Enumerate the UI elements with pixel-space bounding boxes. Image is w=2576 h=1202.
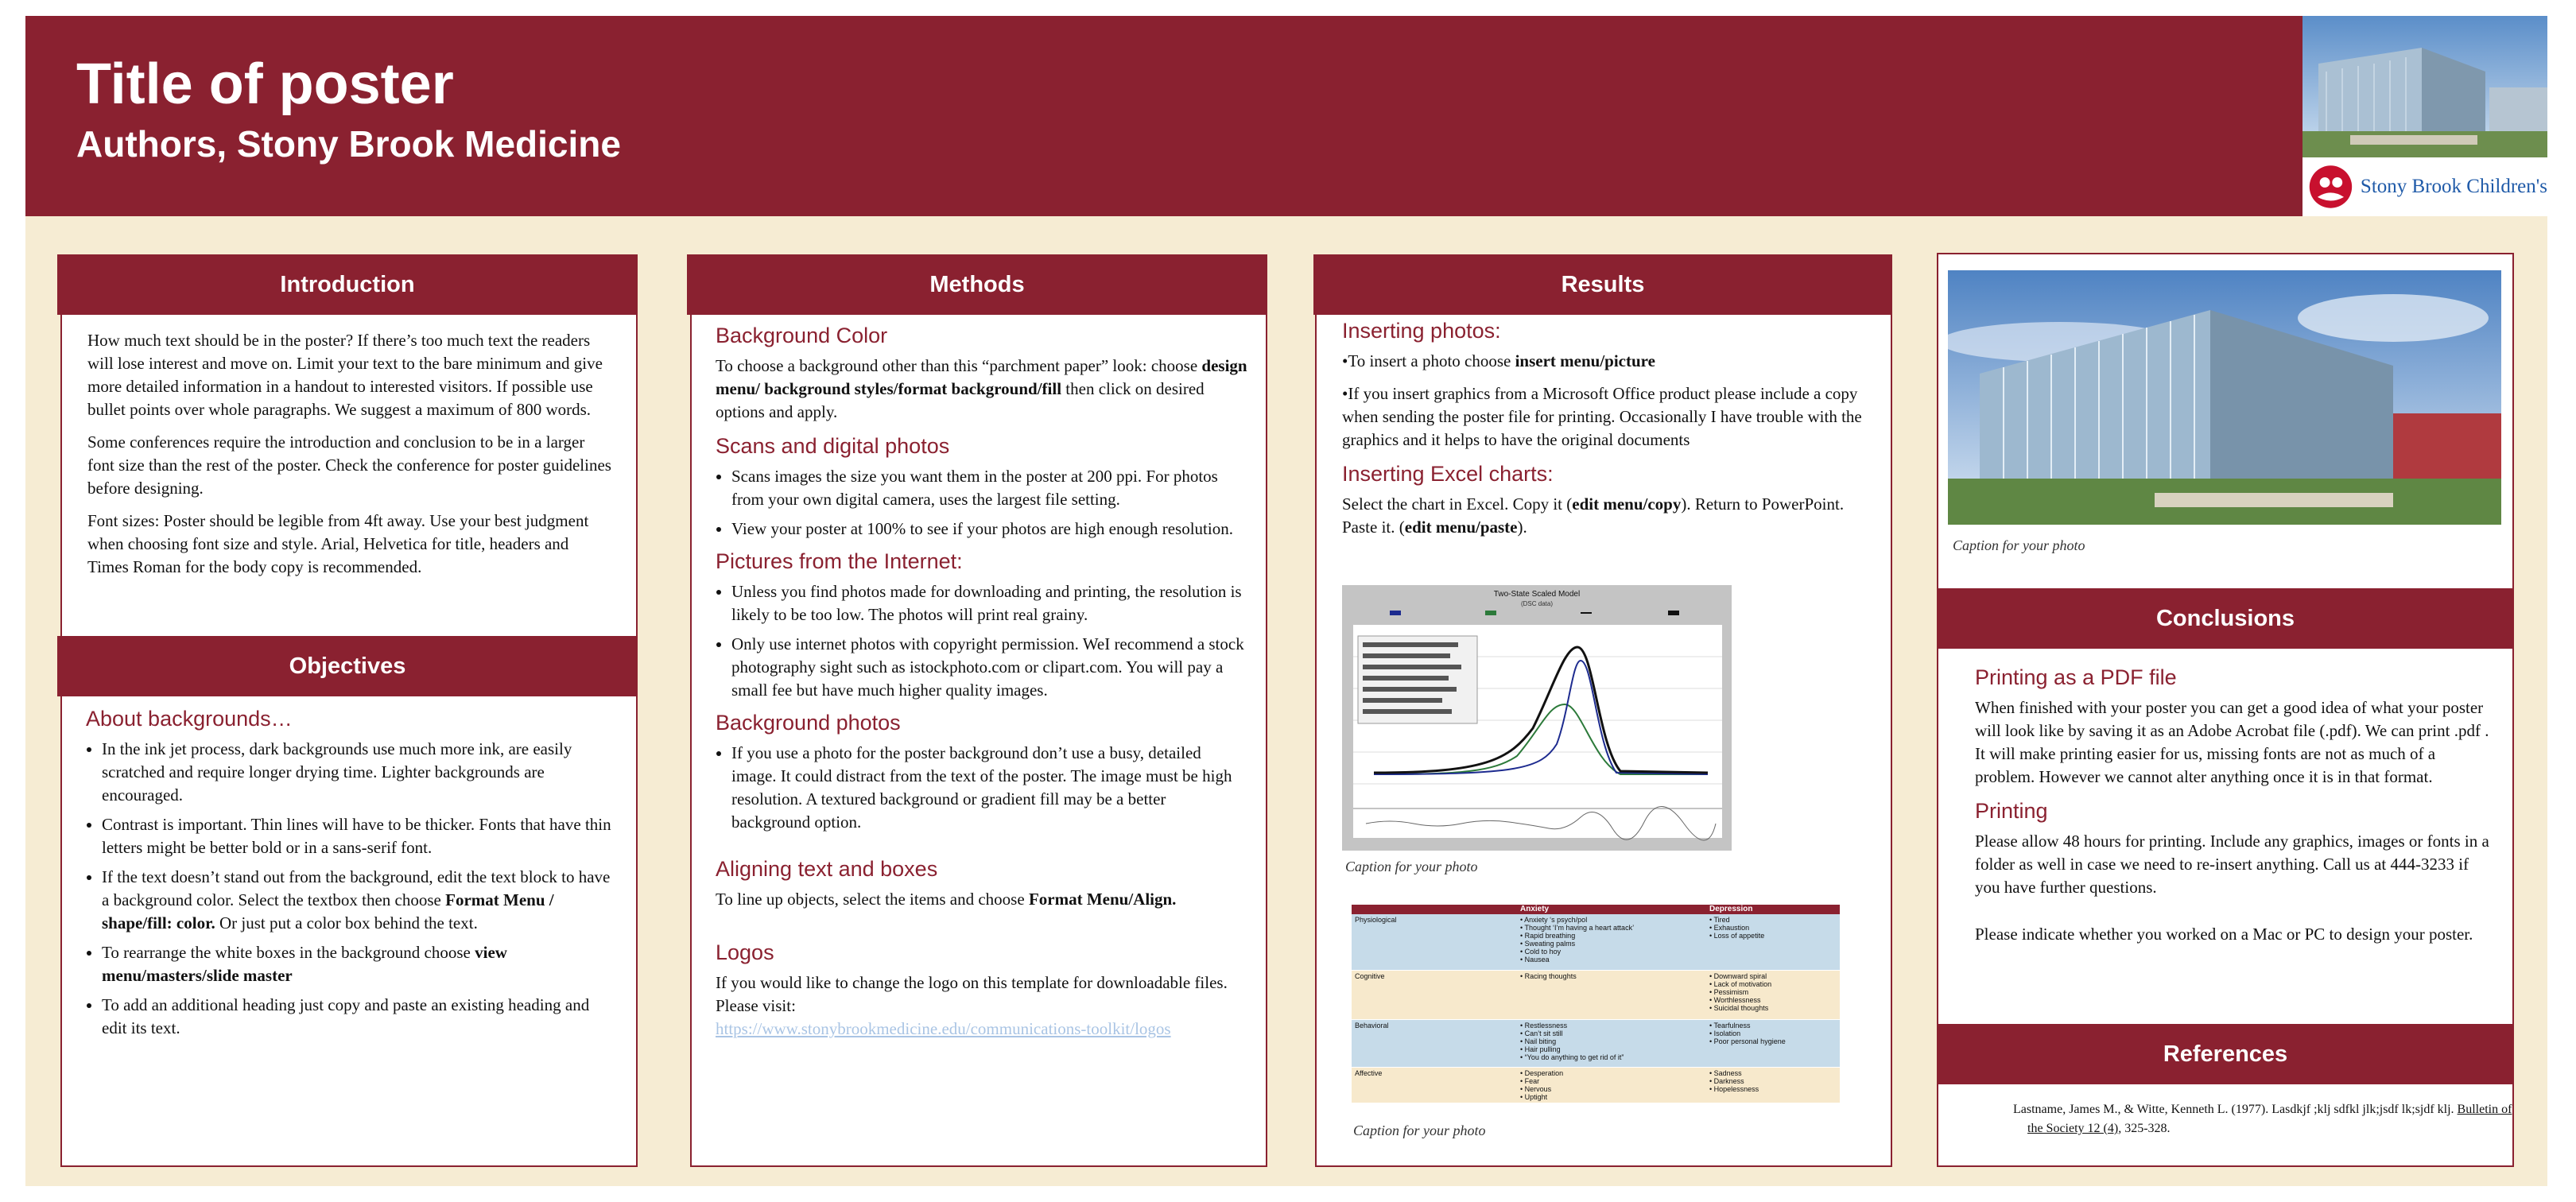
brand-mark-icon	[2307, 161, 2354, 212]
table-cell: Cognitive	[1352, 970, 1517, 1019]
text-run: To choose a background other than this “parchment paper” look: choose	[716, 356, 1202, 375]
list-item: • Scans images the size you want them in the poster at 200 ppi. For photos from your own digital camera, uses the largest file setting.	[731, 465, 1248, 511]
table-header-cell	[1352, 905, 1517, 914]
brand-text: Stony Brook Children's	[2360, 176, 2547, 197]
results-body	[1342, 318, 1875, 549]
objectives-subheading: About backgrounds…	[86, 707, 293, 731]
scans-subheading: Scans and digital photos	[716, 434, 950, 458]
objectives-list	[86, 738, 614, 1040]
pdf-text: When finished with your poster you can get a good idea of what your poster will look like by saving it as an Adobe Acrobat file (.pdf). We can print .pdf . It will make printing easier for us, missing fonts are not as much of a problem. However we cannot alter anything once it is in that format.	[1975, 698, 2489, 786]
table-cell: Behavioral	[1352, 1019, 1517, 1067]
intro-paragraph: How much text should be in the poster? If there’s too much text the readers will lose interest and move on. Limit your text to the bare minimum and give more detailed information in a handout to interested visitors. If possible use bullet points over whole paragraphs. We suggest a maximum of 800 words.	[87, 331, 603, 419]
building-photo	[1948, 270, 2501, 525]
hospital-photo	[2302, 16, 2547, 157]
table-header-cell: Depression	[1706, 905, 1840, 914]
results-bullet	[1342, 350, 1875, 373]
text-run: then click on desired options and apply.	[716, 379, 1205, 421]
table-cell: Physiological	[1352, 914, 1517, 970]
text-run: If you would like to change the logo on this template for downloadable files. Please visit:	[716, 973, 1228, 1015]
table-cell: • Desperation • Fear • Nervous • Uptight	[1517, 1067, 1706, 1103]
table-cell: • Anxiety ‘s psych/pol • Thought ‘I’m having a heart attack’ • Rapid breathing • Sweating palms • Cold to hoy • Nausea	[1517, 914, 1706, 970]
list-item: • View your poster at 100% to see if your photos are high enough resolution.	[731, 518, 1248, 541]
list-item: • In the ink jet process, dark backgrounds use much more ink, are easily scratched and require longer drying time. Lighter backgrounds are encouraged.	[102, 738, 614, 807]
logo-area	[2302, 16, 2547, 216]
printing-subheading: Printing	[1975, 799, 2048, 823]
logos-link[interactable]: https://www.stonybrookmedicine.edu/communications-toolkit/logos	[716, 1019, 1171, 1038]
photo-caption: Caption for your photo	[1953, 537, 2085, 553]
table-cell: • Tearfulness • Isolation • Poor personal hygiene	[1706, 1019, 1840, 1067]
list-item-text: If the text doesn’t stand out from the background, edit the text block to have a background color. Select the textbox then choose	[102, 867, 611, 909]
text-run: ).	[1517, 518, 1527, 537]
pdf-subheading: Printing as a PDF file	[1975, 665, 2177, 689]
reference-text: , 325-328.	[2118, 1122, 2171, 1135]
introduction-heading: Introduction	[57, 254, 638, 315]
printing-text: Please allow 48 hours for printing. Include any graphics, images or fonts in a folder as well in case we need to re-insert anything. Call us at 444-3233 if you have further questions.	[1975, 832, 2489, 897]
table-header-cell: Anxiety	[1517, 905, 1706, 914]
chart-title: Two-State Scaled Model	[1493, 590, 1581, 599]
intro-paragraph: Some conferences require the introduction and conclusion to be in a larger font size than the rest of the poster. Check the conference for poster guidelines before designing.	[87, 432, 611, 498]
conclusions-heading: Conclusions	[1937, 588, 2514, 649]
internet-subheading: Pictures from the Internet:	[716, 549, 963, 573]
text-run: Select the chart in Excel. Copy it (	[1342, 494, 1573, 514]
list-item-bold: view menu/masters/slide master	[102, 943, 507, 985]
bg-color-text	[716, 355, 1248, 424]
table-header-row	[1352, 905, 1840, 914]
table-cell: • Downward spiral • Lack of motivation • Pessimism • Worthlessness • Suicidal thoughts	[1706, 970, 1840, 1019]
results-table	[1352, 905, 1840, 1103]
list-item-bold: Format Menu / shape/fill: color.	[102, 890, 554, 933]
logos-text	[716, 971, 1248, 1041]
references-body	[2013, 1100, 2512, 1138]
table-cell: Affective	[1352, 1067, 1517, 1103]
list-item	[102, 941, 614, 987]
brand-logo	[2302, 157, 2547, 216]
results-heading: Results	[1313, 254, 1892, 315]
results-bullet: •If you insert graphics from a Microsoft Office product please include a copy when sending the poster file for printing. Occasionally I have trouble with the graphics and it helps to have the original documents	[1342, 384, 1862, 449]
table-cell: • Sadness • Darkness • Hopelessness	[1706, 1067, 1840, 1103]
list-item: • Unless you find photos made for downloading and printing, the resolution is likely to be too low. The photos will print real grainy.	[731, 580, 1248, 626]
bold-run: edit menu/copy	[1572, 494, 1682, 514]
bold-run: design menu/ background styles/format background/fill	[716, 356, 1247, 398]
table-row	[1352, 914, 1840, 970]
list-item: • If you use a photo for the poster background don’t use a busy, detailed image. It could distract from the text of the poster. The image must be high resolution. A textured background or gradient fill may be a better background option.	[731, 742, 1248, 834]
table-row	[1352, 1019, 1840, 1067]
table-cell: • Restlessness • Can’t sit still • Nail biting • Hair pulling • “You do anything to get rid of it”	[1517, 1019, 1706, 1067]
text-run: ). Return to PowerPoint. Paste it. (	[1342, 494, 1845, 537]
inserting-excel-subheading: Inserting Excel charts:	[1342, 462, 1554, 486]
poster-header	[25, 16, 2302, 216]
align-subheading: Aligning text and boxes	[716, 857, 938, 881]
excel-chart-image	[1342, 585, 1732, 851]
internet-list	[716, 580, 1248, 702]
align-text	[716, 888, 1248, 911]
intro-paragraph: Font sizes: Poster should be legible from 4ft away. Use your best judgment when choosing font size and style. Arial, Helvetica for title, headers and Times Roman for the body copy is recommended.	[87, 511, 589, 576]
table-row	[1352, 970, 1840, 1019]
bold-run: insert menu/picture	[1515, 351, 1655, 370]
list-item: • To add an additional heading just copy and paste an existing heading and edit its text.	[102, 994, 614, 1040]
chart-subtitle: (DSC data)	[1520, 600, 1554, 607]
references-heading: References	[1937, 1024, 2514, 1084]
list-item	[102, 866, 614, 935]
text-run: To line up objects, select the items and choose	[716, 890, 1029, 909]
scans-list	[716, 465, 1248, 541]
results-table-grid	[1352, 905, 1840, 1103]
poster	[25, 16, 2547, 1186]
table-cell: • Racing thoughts	[1517, 970, 1706, 1019]
excel-text	[1342, 493, 1875, 539]
list-item-text: To rearrange the white boxes in the background choose	[102, 943, 475, 962]
list-item: • Only use internet photos with copyright permission. WeI recommend a stock photography sight such as istockphoto.com or clipart.com. You will pay a small fee but have much higher quality images.	[731, 633, 1248, 702]
introduction-body	[87, 329, 612, 588]
inserting-photos-subheading: Inserting photos:	[1342, 319, 1501, 343]
objectives-heading: Objectives	[57, 636, 638, 696]
text-run: •To insert a photo choose	[1342, 351, 1515, 370]
reference-text: Lastname, James M., & Witte, Kenneth L. (1977). Lasdkjf ;klj sdfkl jlk;jsdf lk;sjdf klj.	[2013, 1103, 2458, 1116]
conclusions-body	[1975, 665, 2492, 956]
bg-color-subheading: Background Color	[716, 324, 888, 347]
reference-journal: Bulletin of the Society 12 (4)	[2027, 1103, 2512, 1135]
methods-body	[716, 323, 1248, 1050]
bgphotos-list	[716, 742, 1248, 834]
bold-run: edit menu/paste	[1404, 518, 1518, 537]
results-caption-1: Caption for your photo	[1345, 859, 1478, 874]
list-item-text: Or just put a color box behind the text.	[215, 913, 478, 933]
results-caption-2: Caption for your photo	[1353, 1123, 1486, 1138]
mac-pc-text: Please indicate whether you worked on a Mac or PC to design your poster.	[1975, 925, 2473, 944]
logos-subheading: Logos	[716, 940, 774, 964]
list-item: • Contrast is important. Thin lines will have to be thicker. Fonts that have thin letters might be better bold or in a sans-serif font.	[102, 813, 614, 859]
methods-heading: Methods	[687, 254, 1267, 315]
table-row	[1352, 1067, 1840, 1103]
bgphotos-subheading: Background photos	[716, 711, 901, 735]
bold-run: Format Menu/Align.	[1028, 890, 1177, 909]
objectives-body	[86, 706, 614, 1048]
poster-authors: Authors, Stony Brook Medicine	[76, 123, 621, 165]
table-cell: • Tired • Exhaustion • Loss of appetite	[1706, 914, 1840, 970]
poster-title: Title of poster	[76, 52, 454, 116]
